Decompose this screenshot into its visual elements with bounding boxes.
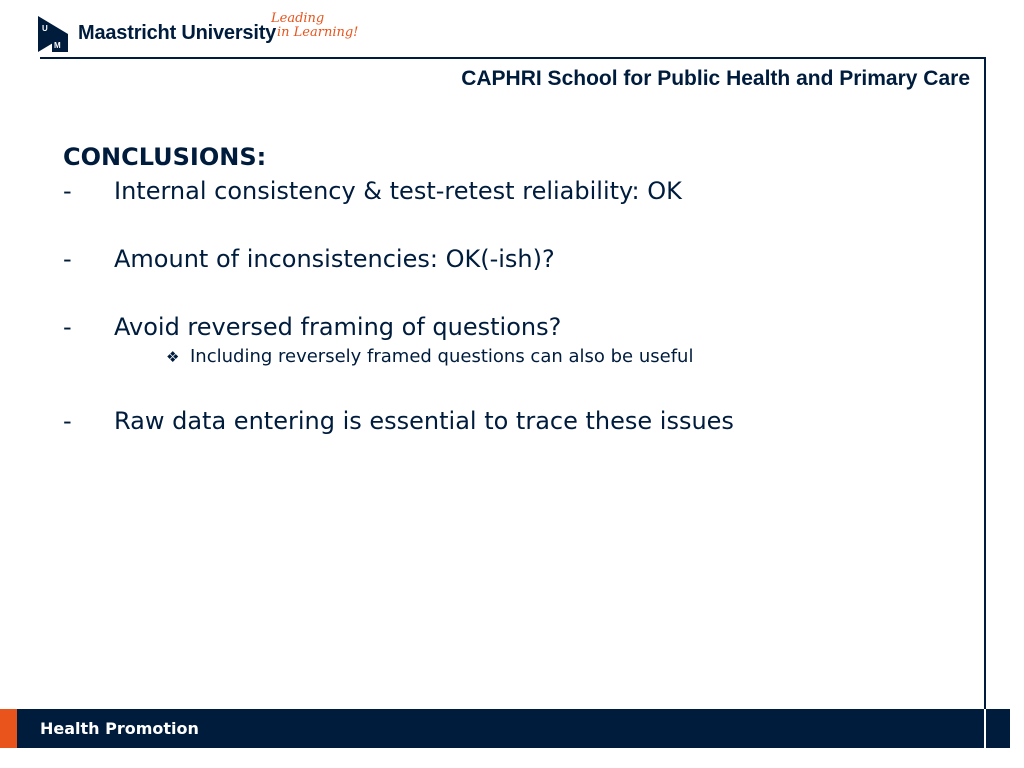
bullet-item bbox=[63, 242, 963, 276]
sub-bullet-text: Including reversely framed questions can also be useful bbox=[190, 346, 694, 367]
slide-content bbox=[63, 140, 963, 438]
university-logo bbox=[38, 12, 368, 56]
footer-accent bbox=[0, 709, 17, 748]
tagline-line-2: in Learning! bbox=[277, 25, 359, 40]
svg-text:U: U bbox=[42, 24, 48, 33]
slide-heading: CONCLUSIONS: bbox=[63, 143, 267, 171]
bullet-text: Internal consistency & test-retest reliability: OK bbox=[114, 177, 682, 205]
tagline-line-1: Leading bbox=[271, 11, 325, 26]
sub-bullet-item bbox=[63, 344, 963, 370]
header-divider bbox=[40, 57, 986, 59]
bullet-item bbox=[63, 404, 963, 438]
svg-text:M: M bbox=[54, 41, 61, 50]
bullet-item bbox=[63, 310, 963, 344]
logo-tagline bbox=[271, 12, 361, 40]
school-title: CAPHRI School for Public Health and Primary Care bbox=[461, 67, 970, 90]
bullet-text: Avoid reversed framing of questions? bbox=[114, 313, 562, 341]
bullet-text: Raw data entering is essential to trace these issues bbox=[114, 407, 734, 435]
um-logo-icon bbox=[38, 16, 68, 52]
footer-label: Health Promotion bbox=[40, 719, 199, 738]
footer-divider bbox=[984, 709, 986, 748]
bullet-item bbox=[63, 174, 963, 208]
right-border bbox=[984, 57, 986, 710]
bullet-text: Amount of inconsistencies: OK(-ish)? bbox=[114, 245, 555, 273]
bullet-marker: - bbox=[63, 313, 72, 341]
diamond-bullet-icon: ❖ bbox=[166, 348, 180, 366]
bullet-marker: - bbox=[63, 407, 72, 435]
bullet-marker: - bbox=[63, 177, 72, 205]
footer-bar bbox=[0, 709, 1010, 748]
university-name: Maastricht University bbox=[78, 22, 277, 44]
bullet-marker: - bbox=[63, 245, 72, 273]
